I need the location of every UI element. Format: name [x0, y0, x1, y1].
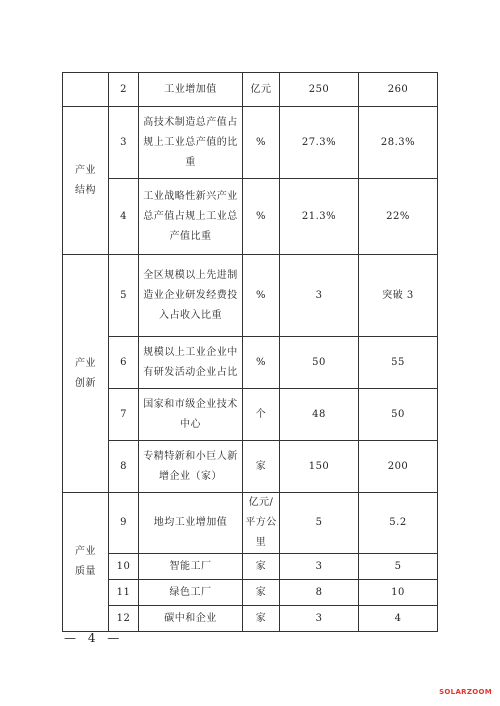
table-row: [63, 493, 438, 554]
target-cell: 5: [359, 554, 438, 580]
row-number: 11: [109, 580, 139, 606]
value-cell: 5: [280, 493, 359, 554]
row-number: 10: [109, 554, 139, 580]
target-cell: 260: [359, 73, 438, 107]
indicator-name: 碳中和企业: [139, 606, 243, 632]
row-number: 4: [109, 179, 139, 255]
target-cell: 4: [359, 606, 438, 632]
target-cell: 55: [359, 337, 438, 389]
unit-cell: %: [243, 179, 280, 255]
watermark-logo: SOLARZOOM: [439, 688, 492, 696]
indicator-name: 地均工业增加值: [139, 493, 243, 554]
category-label-line1: 产业: [75, 546, 96, 557]
target-cell: 5.2: [359, 493, 438, 554]
table-row: [63, 554, 438, 580]
value-cell: 3: [280, 255, 359, 337]
unit-cell: %: [243, 337, 280, 389]
table-row: [63, 580, 438, 606]
row-number: 12: [109, 606, 139, 632]
indicator-table: [62, 72, 438, 632]
table-row: [63, 255, 438, 337]
row-number: 3: [109, 107, 139, 179]
table-row: [63, 179, 438, 255]
unit-cell: 家: [243, 580, 280, 606]
unit-cell: 家: [243, 606, 280, 632]
value-cell: 50: [280, 337, 359, 389]
unit-cell: 家: [243, 441, 280, 493]
indicator-name: 全区规模以上先进制造业企业研发经费投入占收入比重: [139, 255, 243, 337]
target-cell: 28.3%: [359, 107, 438, 179]
unit-cell: 个: [243, 389, 280, 441]
unit-cell: 家: [243, 554, 280, 580]
indicator-name: 国家和市级企业技术中心: [139, 389, 243, 441]
value-cell: 21.3%: [280, 179, 359, 255]
category-label-line2: 质量: [75, 566, 96, 577]
target-cell: 200: [359, 441, 438, 493]
row-number: 5: [109, 255, 139, 337]
category-label-line1: 产业: [75, 164, 96, 176]
row-number: 6: [109, 337, 139, 389]
indicator-name: 智能工厂: [139, 554, 243, 580]
value-cell: 48: [280, 389, 359, 441]
row-number: 8: [109, 441, 139, 493]
row-number: 9: [109, 493, 139, 554]
unit-cell: 亿元: [243, 73, 280, 107]
table-row: [63, 389, 438, 441]
indicator-name: 专精特新和小巨人新增企业（家）: [139, 441, 243, 493]
unit-cell: %: [243, 107, 280, 179]
table-row: [63, 337, 438, 389]
value-cell: 250: [280, 73, 359, 107]
row-number: 2: [109, 73, 139, 107]
indicator-name: 绿色工厂: [139, 580, 243, 606]
row-number: 7: [109, 389, 139, 441]
unit-cell: 亿元/平方公里: [243, 493, 280, 554]
category-cell: [63, 493, 109, 632]
category-cell: [63, 73, 109, 107]
page-number: — 4 —: [64, 631, 124, 645]
table-row: [63, 107, 438, 179]
table-row: [63, 441, 438, 493]
indicator-name: 规模以上工业企业中有研发活动企业占比: [139, 337, 243, 389]
category-label-line2: 创新: [75, 377, 96, 389]
indicator-name: 工业战略性新兴产业总产值占规上工业总产值比重: [139, 179, 243, 255]
value-cell: 8: [280, 580, 359, 606]
target-cell: 50: [359, 389, 438, 441]
target-cell: 突破 3: [359, 255, 438, 337]
value-cell: 27.3%: [280, 107, 359, 179]
value-cell: 3: [280, 554, 359, 580]
value-cell: 150: [280, 441, 359, 493]
category-cell: [63, 107, 109, 255]
target-cell: 22%: [359, 179, 438, 255]
category-label-line2: 结构: [75, 184, 96, 196]
value-cell: 3: [280, 606, 359, 632]
target-cell: 10: [359, 580, 438, 606]
category-cell: [63, 255, 109, 493]
unit-cell: %: [243, 255, 280, 337]
table-row: [63, 73, 438, 107]
category-label-line1: 产业: [75, 357, 96, 369]
table-row: [63, 606, 438, 632]
indicator-name: 高技术制造总产值占规上工业总产值的比重: [139, 107, 243, 179]
indicator-name: 工业增加值: [139, 73, 243, 107]
